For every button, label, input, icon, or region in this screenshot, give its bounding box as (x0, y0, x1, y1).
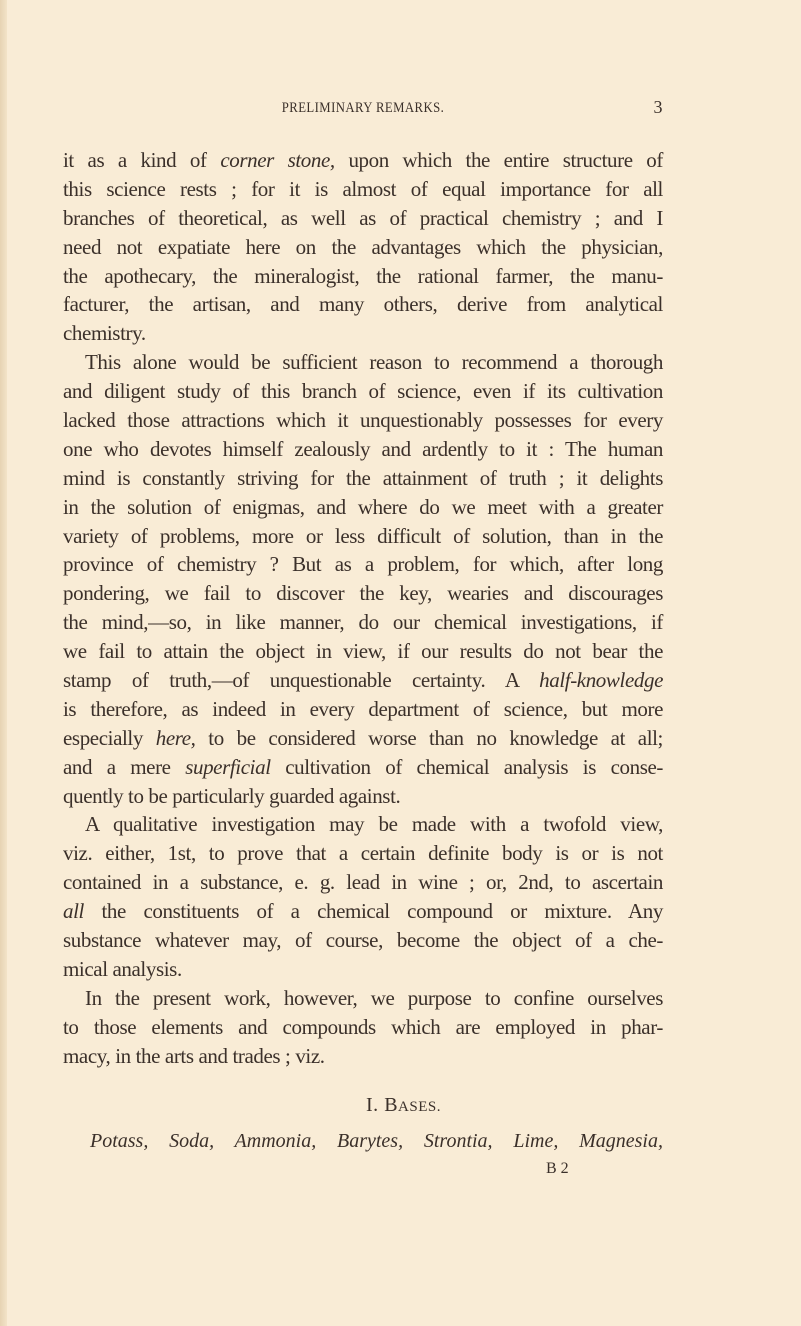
text-segment: lacked those attractions which it unquestionably possesses for every (63, 408, 663, 433)
text-segment: mind is constantly striving for the attainment of truth ; it delights (63, 465, 663, 490)
text-segment: upon which the entire structure of (334, 148, 663, 172)
italic-text: corner stone, (220, 148, 335, 172)
text-segment: one who devotes himself zealously and ardently to it : The human (63, 436, 663, 461)
text-line (63, 724, 663, 753)
text-line (63, 926, 663, 955)
text-segment: contained in a substance, e. g. lead in wine ; or, 2nd, to ascertain (63, 870, 663, 895)
text-line (63, 550, 663, 579)
text-segment: the mind,—so, in like manner, do our chemical investigations, if (63, 610, 663, 635)
text-segment: and diligent study of this branch of science, even if its cultivation (63, 379, 663, 404)
text-segment: facturer, the artisan, and many others, derive from analytical (63, 292, 663, 317)
text-line (63, 464, 663, 493)
italic-text: here, (155, 725, 196, 750)
text-line (63, 146, 663, 175)
text-line (63, 984, 663, 1013)
text-segment: this science rests ; for it is almost of equal importance for all (63, 176, 663, 201)
text-line (63, 522, 663, 551)
text-segment: cultivation of chemical analysis is conse- (270, 754, 663, 779)
section-title-rest: ASES. (398, 1099, 441, 1115)
text-segment: variety of problems, more or less difficult of solution, than in the (63, 523, 663, 548)
text-segment: quently to be particularly guarded against. (63, 783, 401, 808)
text-line (63, 319, 663, 348)
italic-text: half-knowledge (539, 668, 663, 693)
text-segment: province of chemistry ? But as a problem, for which, after long (63, 552, 663, 577)
text-line (63, 753, 663, 782)
text-segment: it as a kind of (63, 148, 221, 172)
signature-mark: B 2 (546, 1160, 569, 1177)
section-title-initial: B (384, 1094, 399, 1116)
text-line (63, 839, 663, 868)
text-line (63, 233, 663, 262)
text-segment: in the solution of enigmas, and where do we meet with a greater (63, 494, 663, 519)
text-line (63, 262, 663, 291)
text-segment: and a mere (63, 754, 186, 779)
text-line (63, 1013, 663, 1042)
text-segment: stamp of truth,—of unquestionable certainty. A (63, 668, 540, 693)
text-segment: the apothecary, the mineralogist, the rational farmer, the manu- (63, 263, 663, 288)
text-segment: chemistry. (63, 321, 146, 346)
text-line (63, 579, 663, 608)
text-line (63, 782, 663, 811)
section-numeral: I. (366, 1094, 379, 1116)
text-segment: viz. either, 1st, to prove that a certain definite body is or is not (63, 841, 663, 866)
text-line (63, 608, 663, 637)
text-line (63, 435, 663, 464)
body-text (63, 146, 663, 1071)
text-segment: especially (63, 725, 156, 750)
text-line (63, 1042, 663, 1071)
text-line (63, 290, 663, 319)
text-line (63, 348, 663, 377)
page-header (63, 97, 663, 124)
text-segment: In the present work, however, we purpose to confine ourselves (85, 985, 663, 1010)
page-edge (0, 0, 7, 1326)
italic-text: superficial (185, 754, 271, 779)
text-line (63, 897, 663, 926)
text-segment: is therefore, as indeed in every department of science, but more (63, 696, 663, 721)
text-segment: A qualitative investigation may be made with a twofold view, (85, 812, 663, 837)
section-heading (0, 1094, 801, 1117)
text-segment: to be considered worse than no knowledge at all; (195, 725, 663, 750)
text-line (63, 868, 663, 897)
text-line (63, 810, 663, 839)
text-line (63, 493, 663, 522)
page-number: 3 (653, 97, 663, 117)
bases-list: Potass, Soda, Ammonia, Barytes, Strontia, Lime, Magnesia, (90, 1130, 663, 1152)
running-title: PRELIMINARY REMARKS. (281, 100, 445, 116)
text-line (63, 175, 663, 204)
text-segment: we fail to attain the object in view, if our results do not bear the (63, 639, 663, 664)
text-line (63, 695, 663, 724)
italic-text: all (63, 899, 84, 924)
text-line (63, 204, 663, 233)
text-line (63, 637, 663, 666)
text-segment: This alone would be sufficient reason to recommend a thorough (85, 350, 663, 375)
text-line (63, 406, 663, 435)
text-segment: to those elements and compounds which are employed in phar- (63, 1014, 663, 1039)
text-segment: need not expatiate here on the advantages which the physician, (63, 234, 663, 259)
text-segment: macy, in the arts and trades ; viz. (63, 1043, 325, 1068)
text-line (63, 377, 663, 406)
text-segment: pondering, we fail to discover the key, wearies and discourages (63, 581, 663, 606)
text-line (63, 955, 663, 984)
text-segment: mical analysis. (63, 956, 182, 981)
text-line (63, 666, 663, 695)
text-segment: substance whatever may, of course, become the object of a che- (63, 928, 663, 953)
text-segment: branches of theoretical, as well as of practical chemistry ; and I (63, 205, 663, 230)
text-segment: the constituents of a chemical compound or mixture. Any (83, 899, 663, 924)
